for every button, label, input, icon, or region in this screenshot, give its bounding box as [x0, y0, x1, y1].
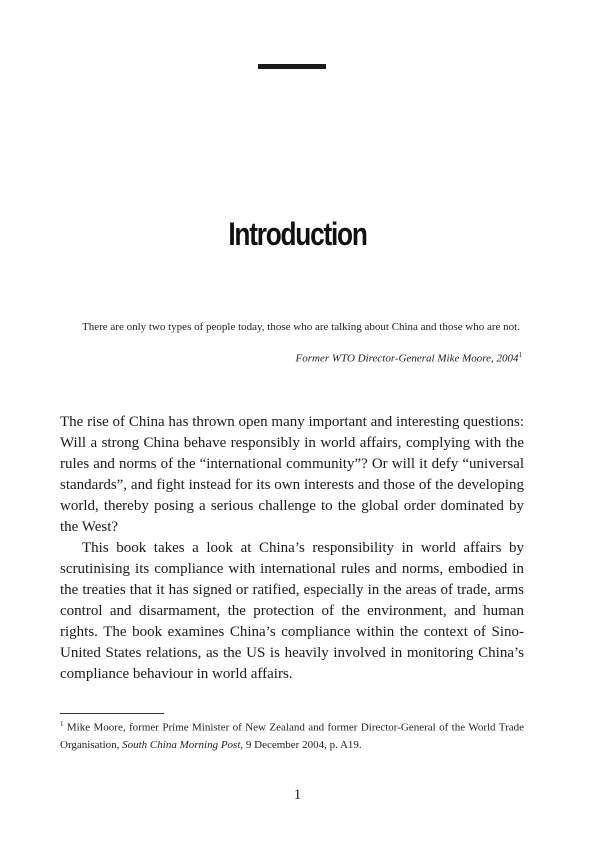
body-paragraph-2: This book takes a look at China’s responsibility in world affairs by scrutinising its compliance with international rules and norms, embodied in the treaties that it has signed or ratified, especially in the areas of trade, arms control and disarmament, the protection of the environment, and human rights. The book examines China’s compliance within the context of Sino-United States relations, as the US is heavily involved in monitoring China’s compliance behaviour in world affairs.	[60, 540, 524, 682]
epigraph-footnote-ref: 1	[518, 351, 522, 359]
epigraph-attribution-text: Former WTO Director-General Mike Moore, 2004	[295, 352, 519, 365]
body-paragraph-1: The rise of China has thrown open many important and interesting questions: Will a strong China behave responsibly in world affairs, complying with the rules and norms of the “international community”? Or will it defy “universal standards”, and fight instead for its own interests and those of the developing world, thereby posing a serious challenge to the global order dominated by the West?	[60, 414, 524, 535]
chapter-ornament-bar	[258, 64, 326, 69]
page-number: 1	[293, 787, 302, 803]
footnote-marker: 1	[60, 720, 64, 728]
footnote-source-title: South China Morning Post	[122, 738, 241, 751]
footnote-text-after: , 9 December 2004, p. A19.	[240, 738, 362, 751]
footnote-divider	[60, 713, 164, 714]
epigraph-quote: There are only two types of people today, those who are talking about China and those who are not.	[82, 321, 520, 333]
chapter-title: Introduction	[228, 216, 367, 252]
footnote-text-before: Mike Moore, former Prime Minister of New Zealand and former Director-General of the World Trade Organisation,	[60, 721, 525, 751]
body-text	[60, 412, 524, 685]
footnote	[60, 716, 524, 754]
epigraph-attribution	[82, 351, 522, 365]
